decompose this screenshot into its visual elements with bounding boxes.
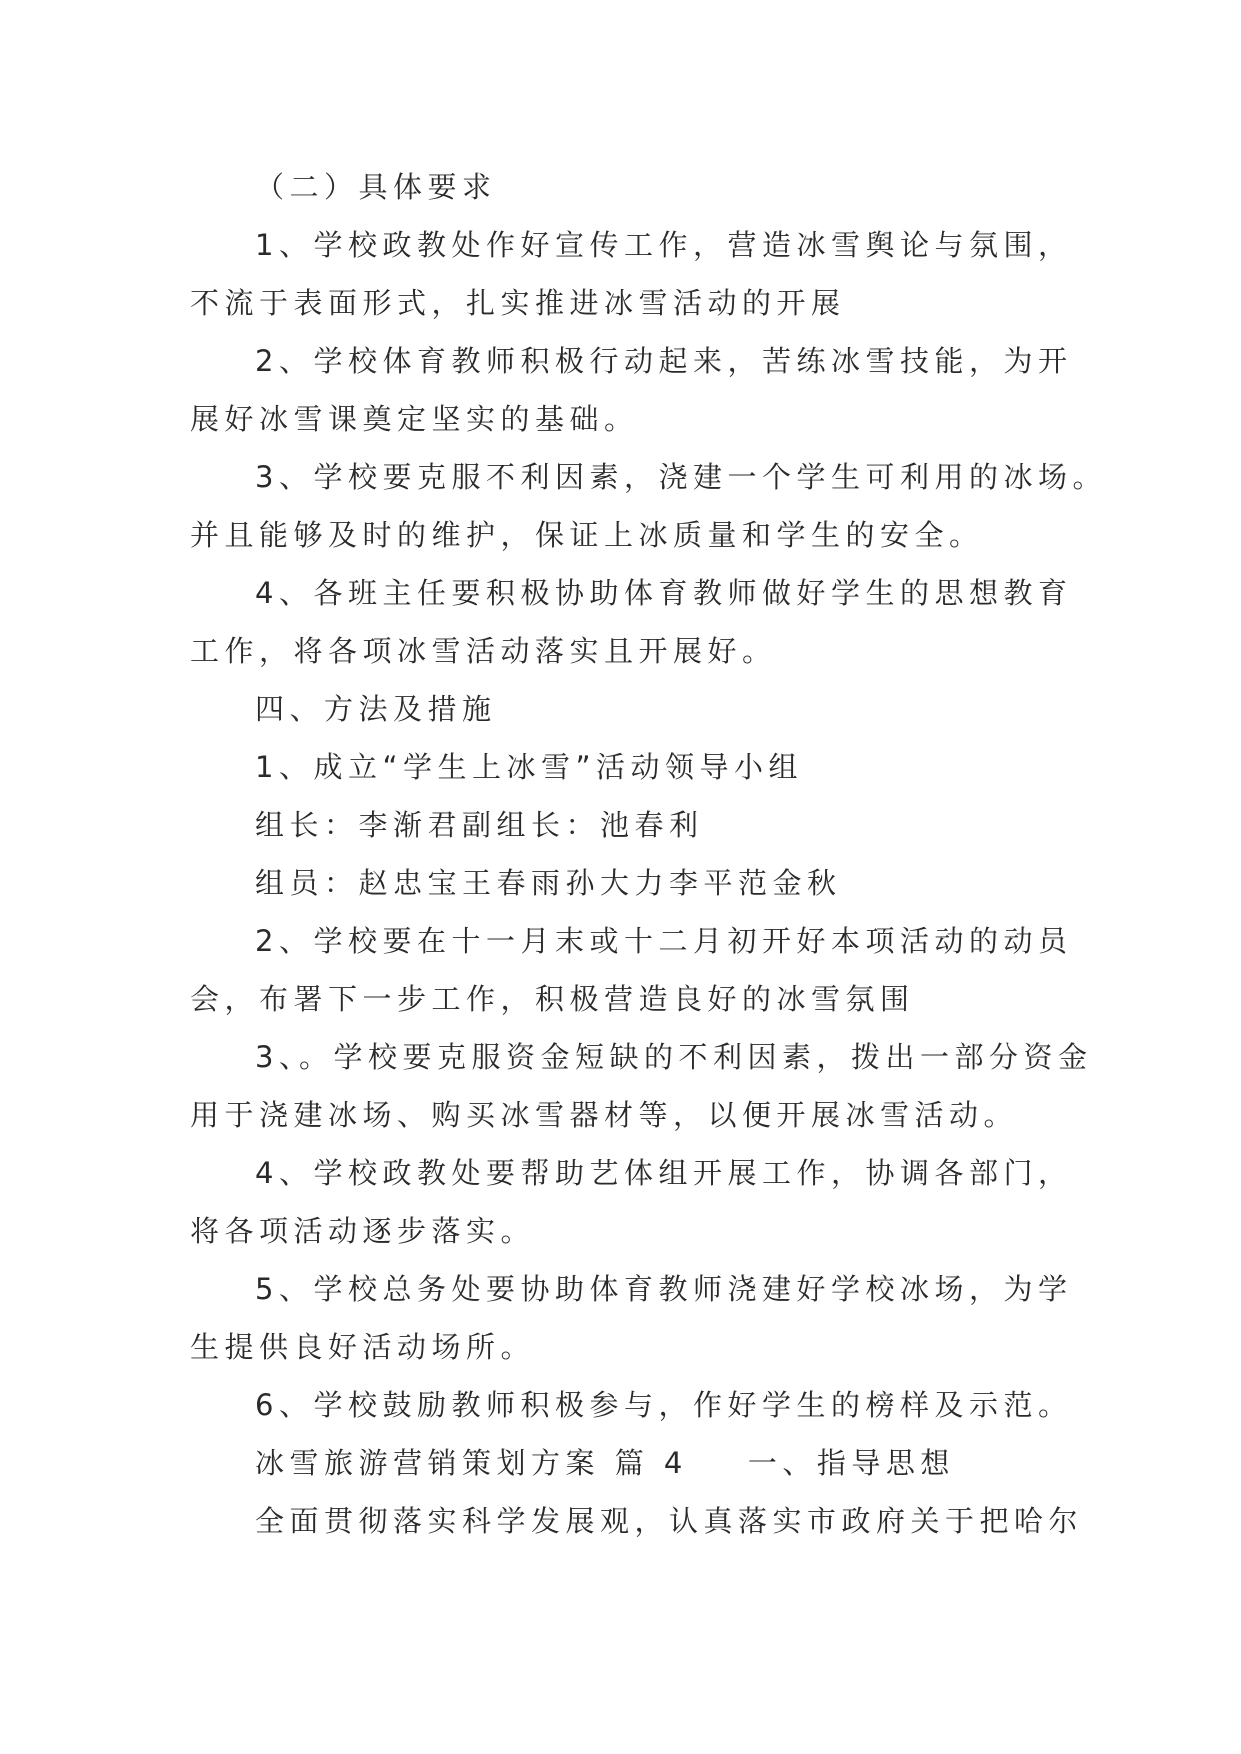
paragraph-line: 5、学校总务处要协助体育教师浇建好学校冰场，为学 <box>255 1272 1073 1306</box>
paragraph-line: 将各项活动逐步落实。 <box>190 1214 536 1248</box>
paragraph-line: 组员：赵忠宝王春雨孙大力李平范金秋 <box>255 866 842 900</box>
article-title: 冰雪旅游营销策划方案 篇 4 <box>255 1446 688 1480</box>
paragraph-line: 1、学校政教处作好宣传工作，营造冰雪舆论与氛围， <box>255 228 1073 262</box>
paragraph-line: 2、学校体育教师积极行动起来，苦练冰雪技能，为开 <box>255 344 1073 378</box>
paragraph-line: 不流于表面形式，扎实推进冰雪活动的开展 <box>190 286 846 320</box>
paragraph-line: 展好冰雪课奠定坚实的基础。 <box>190 402 639 436</box>
paragraph-line: 4、各班主任要积极协助体育教师做好学生的思想教育 <box>255 576 1073 610</box>
paragraph-line: 生提供良好活动场所。 <box>190 1330 536 1364</box>
paragraph-line: 全面贯彻落实科学发展观，认真落实市政府关于把哈尔 <box>255 1504 1084 1538</box>
paragraph-line: 3、学校要克服不利因素，浇建一个学生可利用的冰场。 <box>255 460 1107 494</box>
paragraph-line: 用于浇建冰场、购买冰雪器材等，以便开展冰雪活动。 <box>190 1098 1019 1132</box>
paragraph-line: 会，布署下一步工作，积极营造良好的冰雪氛围 <box>190 982 915 1016</box>
paragraph-line: 2、学校要在十一月末或十二月初开好本项活动的动员 <box>255 924 1073 958</box>
paragraph-line: 组长：李渐君副组长：池春利 <box>255 808 704 842</box>
paragraph-line: 并且能够及时的维护，保证上冰质量和学生的安全。 <box>190 518 984 552</box>
section-heading-methods: 四、方法及措施 <box>255 692 497 726</box>
subheading-specific-requirements: （二）具体要求 <box>255 170 497 204</box>
paragraph-line: 3、。学校要克服资金短缺的不利因素，拨出一部分资金 <box>255 1040 1093 1074</box>
article-title-line <box>255 1443 955 1483</box>
paragraph-line: 6、学校鼓励教师积极参与，作好学生的榜样及示范。 <box>255 1388 1073 1422</box>
section-heading-guiding-ideology: 一、指导思想 <box>747 1446 955 1480</box>
paragraph-line: 1、成立“学生上冰雪”活动领导小组 <box>255 750 803 784</box>
paragraph-line: 工作，将各项冰雪活动落实且开展好。 <box>190 634 777 668</box>
paragraph-line: 4、学校政教处要帮助艺体组开展工作，协调各部门， <box>255 1156 1073 1190</box>
